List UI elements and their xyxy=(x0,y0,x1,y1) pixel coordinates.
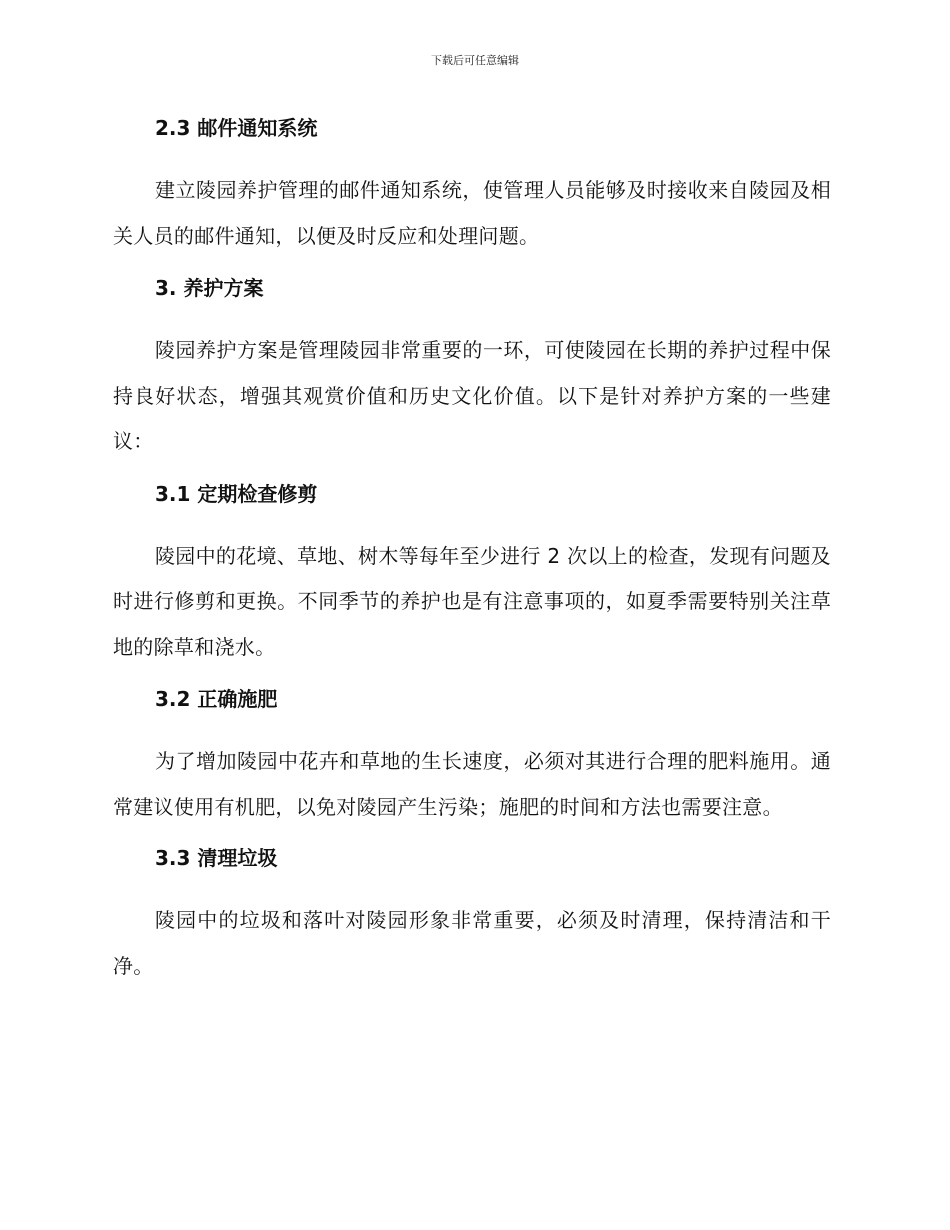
section-paragraph-3-2: 为了增加陵园中花卉和草地的生长速度，必须对其进行合理的肥料施用。通常建议使用有机肥，以免对陵园产生污染；施肥的时间和方法也需要注意。 xyxy=(113,749,831,819)
section-paragraph-3-1: 陵园中的花境、草地、树木等每年至少进行 2 次以上的检查，发现有问题及时进行修剪和更换。不同季节的养护也是有注意事项的，如夏季需要特别关注草地的除草和浇水。 xyxy=(113,543,831,659)
section-heading-2-3: 2.3 邮件通知系统 xyxy=(155,116,318,140)
section-heading-3-1: 3.1 定期检查修剪 xyxy=(155,481,318,506)
document-body xyxy=(113,111,831,989)
section-paragraph-2-3: 建立陵园养护管理的邮件通知系统，使管理人员能够及时接收来自陵园及相关人员的邮件通知，以便及时反应和处理问题。 xyxy=(113,178,831,248)
section-heading-3-2: 3.2 正确施肥 xyxy=(155,687,278,711)
section-heading-3-3: 3.3 清理垃圾 xyxy=(155,846,278,870)
section-paragraph-3: 陵园养护方案是管理陵园非常重要的一环，可使陵园在长期的养护过程中保持良好状态，增强其观赏价值和历史文化价值。以下是针对养护方案的一些建议： xyxy=(113,338,831,453)
section-paragraph-3-3: 陵园中的垃圾和落叶对陵园形象非常重要，必须及时清理，保持清洁和干净。 xyxy=(113,908,831,978)
page-header: 下载后可任意编辑 xyxy=(431,54,519,67)
section-heading-3: 3. 养护方案 xyxy=(155,276,264,300)
